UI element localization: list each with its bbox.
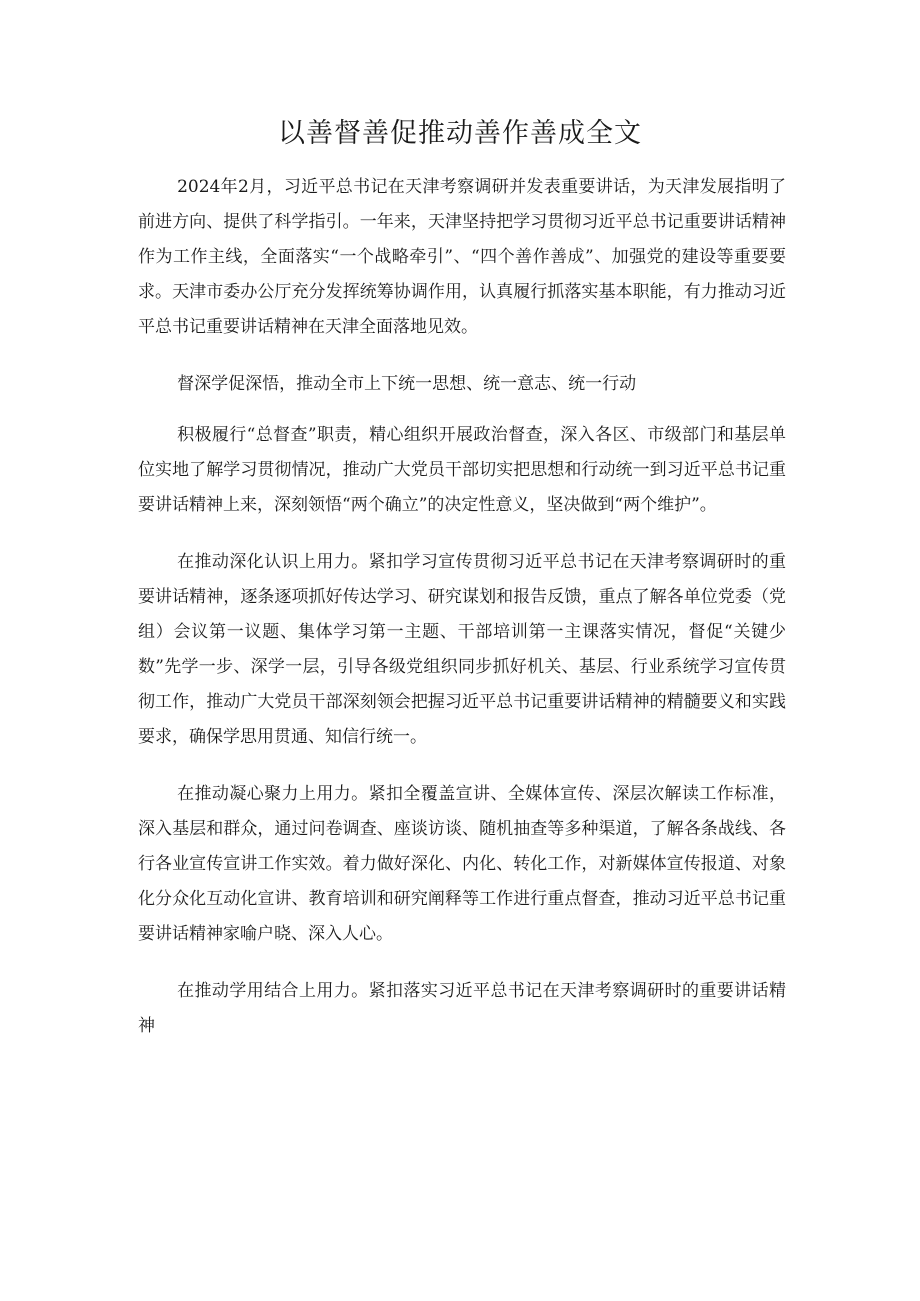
- paragraph-intro: 2024年2月，习近平总书记在天津考察调研并发表重要讲话，为天津发展指明了前进方向、提供了科学指引。一年来，天津坚持把学习贯彻习近平总书记重要讲话精神作为工作主线，全面落实“一个战略牵引”、“四个善作善成”、加强党的建设等重要要求。天津市委办公厅充分发挥统筹协调作用，认真履行抓落实基本职能，有力推动习近平总书记重要讲话精神在天津全面落地见效。: [138, 177, 786, 337]
- paragraph-supervision: 积极履行“总督查”职责，精心组织开展政治督查，深入各区、市级部门和基层单位实地了解学习贯彻情况，推动广大党员干部切实把思想和行动统一到习近平总书记重要讲话精神上来，深刻领悟“两个确立”的决定性意义，坚决做到“两个维护”。: [138, 425, 786, 515]
- paragraph-deepen-understanding: 在推动深化认识上用力。紧扣学习宣传贯彻习近平总书记在天津考察调研时的重要讲话精神，逐条逐项抓好传达学习、研究谋划和报告反馈，重点了解各单位党委（党组）会议第一议题、集体学习第一主题、干部培训第一主课落实情况，督促“关键少数”先学一步、深学一层，引导各级党组织同步抓好机关、基层、行业系统学习宣传贯彻工作，推动广大党员干部深刻领会把握习近平总书记重要讲话精神的精髓要义和实践要求，确保学思用贯通、知信行统一。: [138, 552, 786, 747]
- document-body: [138, 170, 786, 1066]
- paragraph-unite-hearts: 在推动凝心聚力上用力。紧扣全覆盖宣讲、全媒体宣传、深层次解读工作标准，深入基层和群众，通过问卷调查、座谈访谈、随机抽查等多种渠道，了解各条战线、各行各业宣传宣讲工作实效。着力做好深化、内化、转化工作，对新媒体宣传报道、对象化分众化互动化宣讲、教育培训和研究阐释等工作进行重点督查，推动习近平总书记重要讲话精神家喻户晓、深入人心。: [138, 784, 786, 944]
- paragraph-study-and-apply: 在推动学用结合上用力。紧扣落实习近平总书记在天津考察调研时的重要讲话精神: [138, 981, 786, 1036]
- section-heading: 督深学促深悟，推动全市上下统一思想、统一意志、统一行动: [177, 374, 637, 394]
- document-title: 以善督善促推动善作善成全文: [278, 118, 642, 149]
